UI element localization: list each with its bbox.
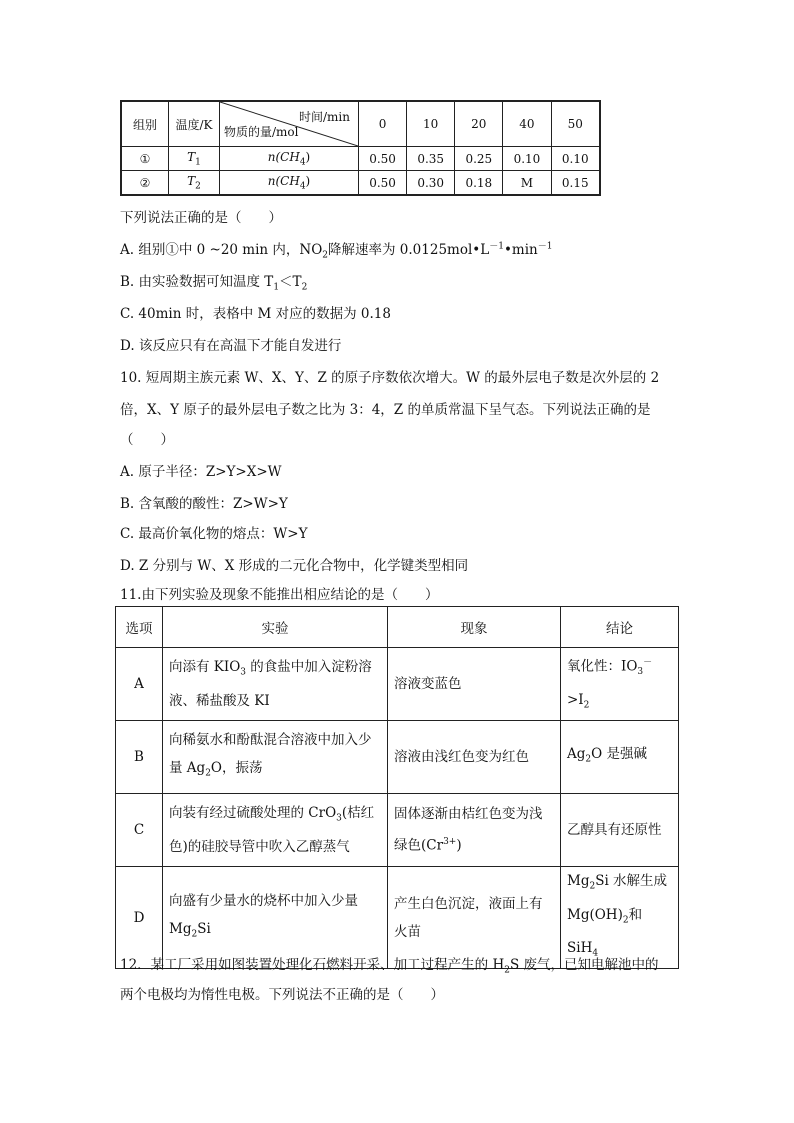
- q10-option-d: D. Z 分别与 W、X 形成的二元化合物中，化学键类型相同: [120, 558, 469, 574]
- table-header-row: [116, 607, 679, 648]
- option-cell: D: [116, 867, 163, 969]
- table-row: [121, 147, 600, 171]
- experiment-cell: 向添有 $KIO_3$ 的食盐中加入淀粉溶 液、稀盐酸及 KI: [163, 648, 388, 721]
- header-phenomenon: 现象: [388, 607, 561, 648]
- substance-cell: $n(CH_4)$: [220, 171, 359, 196]
- conclusion-cell: $Mg_2Si$ 水解生成 $Mg(OH)_2$和 SiH$_4$: [561, 867, 679, 969]
- experiment-cell: 向盛有少量水的烧杯中加入少量 $Mg_2Si$: [163, 867, 388, 969]
- q10-option-c: C. 最高价氧化物的熔点：W>Y: [120, 526, 308, 542]
- conclusion-cell: 氧化性：$IO_3^- >I_2$: [561, 648, 679, 721]
- experiment-cell: 向稀氨水和酚酞混合溶液中加入少 量 $Ag_2O$，振荡: [163, 721, 388, 794]
- value-cell: 0.50: [359, 171, 407, 196]
- option-cell: A: [116, 648, 163, 721]
- header-time-20: 20: [455, 101, 503, 147]
- group-cell: ②: [121, 171, 169, 196]
- q10-option-a: A. 原子半径：Z>Y>X>W: [120, 464, 282, 480]
- option-cell: C: [116, 794, 163, 867]
- group-cell: ①: [121, 147, 169, 171]
- experiment-cell: 向装有经过硫酸处理的 CrO$_3$(桔红 色)的硅胶导管中吹入乙醇蒸气: [163, 794, 388, 867]
- q9-stem: 下列说法正确的是（ ）: [120, 210, 282, 226]
- table-header-row: [121, 101, 600, 147]
- header-time-label: 时间/min: [299, 110, 350, 124]
- value-cell: 0.25: [455, 147, 503, 171]
- header-amount-label: 物质的量/mol: [224, 125, 299, 139]
- q9-option-b: B. 由实验数据可知温度 $T_1<T_2$: [120, 274, 308, 293]
- header-option: 选项: [116, 607, 163, 648]
- header-time-10: 10: [407, 101, 455, 147]
- header-diagonal-cell: [220, 101, 359, 147]
- header-group: 组别: [121, 101, 169, 147]
- q9-option-d: D. 该反应只有在高温下才能自发进行: [120, 338, 342, 354]
- q9-option-a: A. 组别①中 0 ~20 min 内，$NO_2$降解速率为 $0.0125mol•L^{-1}•\min^{-1}$: [120, 241, 553, 261]
- header-time-0: 0: [359, 101, 407, 147]
- experiment-table: [115, 606, 679, 969]
- phenomenon-cell: 固体逐渐由桔红色变为浅 绿色$(Cr^{3+})$: [388, 794, 561, 867]
- table-row: [116, 721, 679, 794]
- value-cell: 0.30: [407, 171, 455, 196]
- header-conclusion: 结论: [561, 607, 679, 648]
- substance-cell: $n(CH_4)$: [220, 147, 359, 171]
- table-row: [121, 171, 600, 196]
- value-cell: 0.15: [551, 171, 600, 196]
- rate-data-table: [120, 100, 601, 196]
- temp-cell: $T_2$: [169, 171, 220, 196]
- conclusion-cell: 乙醇具有还原性: [561, 794, 679, 867]
- value-cell: 0.35: [407, 147, 455, 171]
- q10-stem-line2: 倍，X、Y 原子的最外层电子数之比为 3：4，Z 的单质常温下呈气态。下列说法正确的是: [120, 402, 651, 418]
- value-cell: 0.10: [551, 147, 600, 171]
- q12-stem-line2: 两个电极均为惰性电极。下列说法不正确的是（ ）: [120, 987, 444, 1003]
- phenomenon-cell: 溶液变蓝色: [388, 648, 561, 721]
- q10-stem-line3: （ ）: [120, 432, 174, 448]
- phenomenon-cell: 产生白色沉淀，液面上有 火苗: [388, 867, 561, 969]
- value-cell: M: [503, 171, 551, 196]
- table-row: [116, 648, 679, 721]
- header-temp: 温度/K: [169, 101, 220, 147]
- temp-cell: $T_1$: [169, 147, 220, 171]
- header-time-50: 50: [551, 101, 600, 147]
- q11-stem: 11.由下列实验及现象不能推出相应结论的是（ ）: [120, 587, 439, 603]
- q10-stem-line1: 10. 短周期主族元素 W、X、Y、Z 的原子序数依次增大。W 的最外层电子数是次外层的 2: [120, 370, 660, 386]
- value-cell: 0.10: [503, 147, 551, 171]
- q12-stem-line1: 12．某工厂采用如图装置处理化石燃料开采、加工过程产生的 $H_2S$ 废气，已知电解池中的: [120, 957, 659, 976]
- option-cell: B: [116, 721, 163, 794]
- q9-option-c: C. 40min 时，表格中 M 对应的数据为 0.18: [120, 306, 391, 322]
- conclusion-cell: $Ag_2O$ 是强碱: [561, 721, 679, 794]
- phenomenon-cell: 溶液由浅红色变为红色: [388, 721, 561, 794]
- header-experiment: 实验: [163, 607, 388, 648]
- value-cell: 0.18: [455, 171, 503, 196]
- table-row: [116, 794, 679, 867]
- q10-option-b: B. 含氧酸的酸性：Z>W>Y: [120, 496, 288, 512]
- value-cell: 0.50: [359, 147, 407, 171]
- header-time-40: 40: [503, 101, 551, 147]
